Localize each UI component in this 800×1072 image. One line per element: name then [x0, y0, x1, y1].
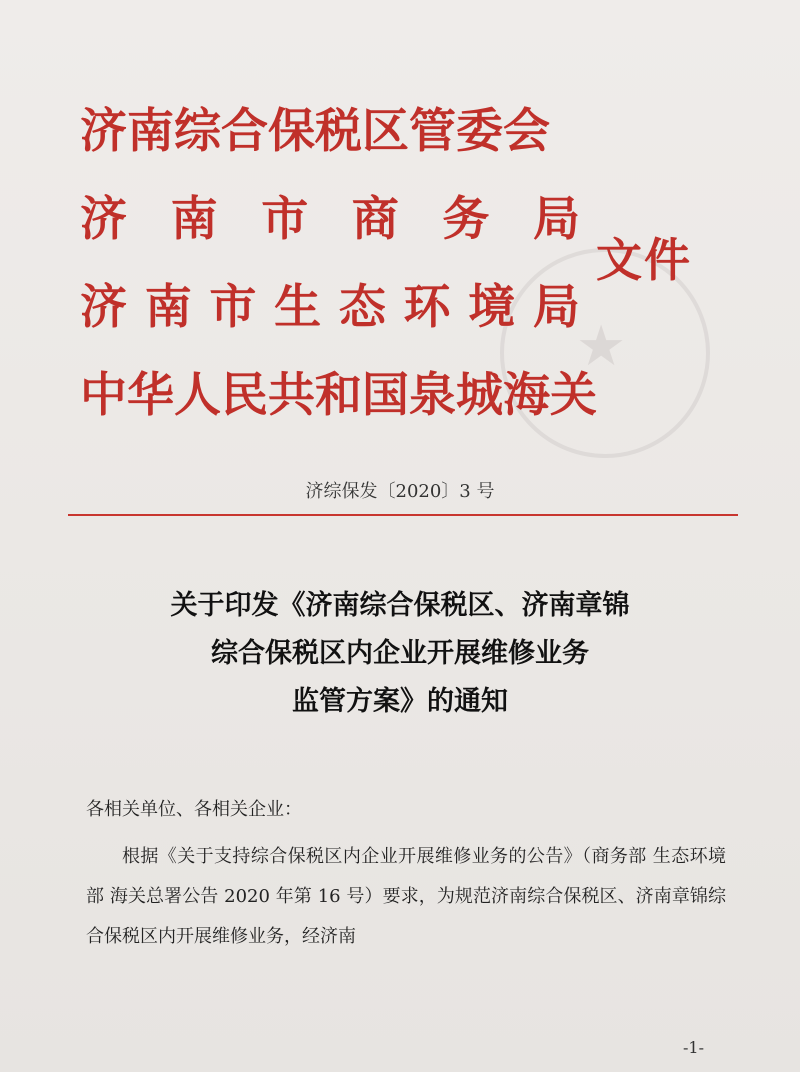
title-line-3: 监管方案》的通知	[292, 686, 508, 717]
document-body	[86, 790, 726, 957]
issuer-2: 济 南 市 商 务 局	[80, 192, 580, 247]
document-type-label: 文件	[596, 233, 692, 287]
issuer-3: 济 南 市 生 态 环 境 局	[80, 280, 580, 335]
title-line-1: 关于印发《济南综合保税区、济南章锦	[170, 590, 630, 621]
page-number: -1-	[683, 1038, 704, 1057]
issuer-1: 济南综合保税区管委会	[80, 104, 550, 159]
body-paragraph: 根据《关于支持综合保税区内企业开展维修业务的公告》（商务部 生态环境部 海关总署公告 2020 年第 16 号）要求，为规范济南综合保税区、济南章锦综合保税区内开展维修业务，经济南	[86, 846, 726, 947]
red-divider-line	[68, 514, 738, 516]
star-icon: ★	[576, 314, 627, 379]
document-title	[0, 582, 800, 726]
issuing-agencies	[80, 92, 597, 444]
document-number: 济综保发〔2020〕3 号	[305, 481, 495, 502]
salutation: 各相关单位、各相关企业：	[86, 799, 302, 820]
title-line-2: 综合保税区内企业开展维修业务	[211, 638, 589, 669]
issuer-4: 中华人民共和国泉城海关	[80, 368, 597, 423]
